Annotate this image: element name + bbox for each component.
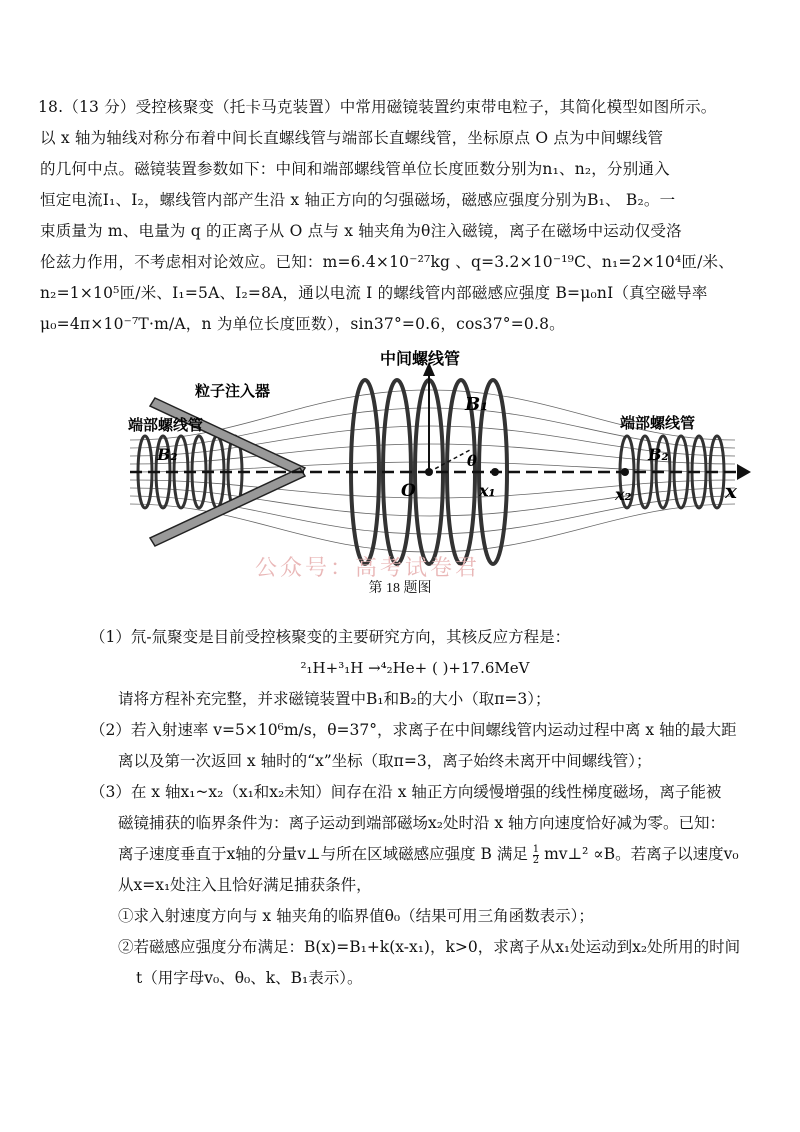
label-theta: θ (467, 452, 478, 470)
q3-sub-2: ②若磁感应强度分布满足：B(x)=B₁+k(x-x₁)，k>0，求离子从x₁处运动到x₂处所用的时间 (118, 938, 741, 956)
q3-sub-2-cont: t（用字母v₀、θ₀、k、B₁表示）。 (136, 969, 363, 987)
problem-line: 的几何中点。磁镜装置参数如下：中间和端部螺线管单位长度匝数分别为n₁、n₂，分别通入 (40, 160, 670, 178)
label-B2-right: B₂ (648, 445, 669, 464)
problem-line: μ₀=4π×10⁻⁷T·m/A，n 为单位长度匝数），sin37°=0.6，cos37°=0.8。 (40, 315, 565, 333)
q2-line: 离以及第一次返回 x 轴时的“x”坐标（取π=3，离子始终未离开中间螺线管）； (118, 752, 652, 770)
q3-line: （3）在 x 轴x₁~x₂（x₁和x₂未知）间存在沿 x 轴正方向缓慢增强的线性梯度磁场，离子能被 (90, 783, 722, 801)
problem-line: 伦兹力作用，不考虑相对论效应。已知：m=6.4×10⁻²⁷kg 、q=3.2×10⁻¹⁹C、n₁=2×10⁴匝/米、 (40, 253, 734, 271)
question-2 (90, 715, 780, 777)
q3-line (90, 839, 780, 870)
injection-ray (429, 450, 470, 472)
label-B2-left: B₂ (157, 445, 178, 464)
figure-caption: 第 18 题图 (368, 581, 432, 596)
problem-line: 以 x 轴为轴线对称分布着中间长直螺线管与端部长直螺线管，坐标原点 O 点为中间螺线管 (40, 129, 664, 147)
q3-line3-part-a: 离子速度垂直于x轴的分量v⊥与所在区域磁感应强度 B 满足 (118, 845, 528, 863)
q2-line: （2）若入射速率 v=5×10⁶m/s，θ=37°，求离子在中间螺线管内运动过程中离 x 轴的最大距 (90, 721, 737, 739)
watermark: 公众号：高考试卷君 (255, 556, 481, 581)
problem-line: 18.（13 分）受控核聚变（托卡马克装置）中常用磁镜装置约束带电粒子，其简化模型如图所示。 (38, 98, 717, 116)
problem-statement (38, 92, 778, 340)
fraction-one-half (533, 845, 539, 866)
q1-line: 请将方程补充完整，并求磁镜装置中B₁和B₂的大小（取π=3）； (118, 690, 551, 708)
fraction-numerator: 1 (532, 843, 540, 855)
q3-line: 磁镜捕获的临界条件为：离子运动到端部磁场x₂处时沿 x 轴方向速度恰好减为零。已知： (118, 814, 726, 832)
question-3 (90, 777, 780, 994)
label-end-left: 端部螺线管 (128, 416, 204, 434)
x1-point (491, 468, 499, 476)
label-O: O (401, 481, 416, 501)
q3-sub-1: ①求入射速度方向与 x 轴夹角的临界值θ₀（结果可用三角函数表示）； (118, 907, 594, 925)
problem-line: n₂=1×10⁵匝/米、I₁=5A、I₂=8A，通以电流 I 的螺线管内部磁感应强度 B=μ₀nI（真空磁导率 (40, 284, 708, 302)
q3-line: 从x=x₁处注入且恰好满足捕获条件， (118, 876, 372, 894)
x-axis-arrow-icon (737, 464, 751, 480)
label-x2: x₂ (615, 485, 632, 504)
q1-line: （1）氘-氚聚变是目前受控核聚变的主要研究方向，其核反应方程是： (90, 628, 571, 646)
q1-equation: ²₁H+³₁H →⁴₂He+ ( )+17.6MeV (300, 659, 530, 677)
problem-line: 恒定电流I₁、I₂，螺线管内部产生沿 x 轴正方向的匀强磁场，磁感应强度分别为B₁、 B₂。一 (40, 191, 676, 209)
label-end-right: 端部螺线管 (620, 414, 696, 432)
q3-line3-part-b: mv⊥² ∝B。若离子以速度v₀ (544, 845, 739, 863)
label-x-axis: x (725, 479, 737, 503)
x2-point (621, 468, 629, 476)
question-1 (90, 622, 780, 715)
label-x1: x₁ (479, 481, 496, 500)
label-middle-solenoid: 中间螺线管 (380, 350, 461, 368)
label-B1: B₁ (465, 394, 489, 415)
origin-point (425, 468, 433, 476)
problem-line: 束质量为 m、电量为 q 的正离子从 O 点与 x 轴夹角为θ注入磁镜，离子在磁场中运动仅受洛 (40, 222, 682, 240)
label-injector: 粒子注入器 (195, 382, 271, 400)
fraction-denominator: 2 (532, 854, 540, 866)
